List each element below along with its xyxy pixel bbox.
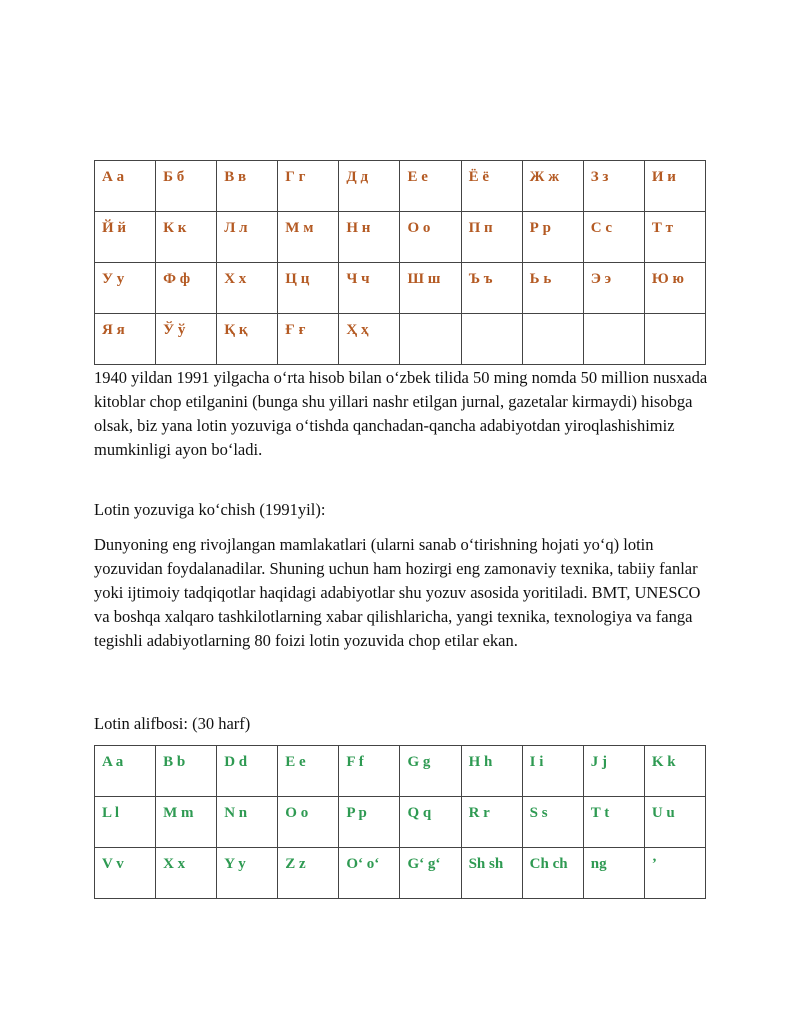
table-cell: Sh sh	[461, 848, 522, 899]
table-cell: J j	[583, 746, 644, 797]
heading-latin-alphabet: Lotin alifbosi: (30 harf)	[94, 714, 251, 733]
table-row	[95, 746, 706, 797]
table-cell: Z z	[278, 848, 339, 899]
table-cell: О о	[400, 212, 461, 263]
table-cell: А а	[95, 161, 156, 212]
table-cell: A a	[95, 746, 156, 797]
table-cell: ’	[644, 848, 705, 899]
table-cell: V v	[95, 848, 156, 899]
table-cell: T t	[583, 797, 644, 848]
table-cell: Қ қ	[217, 314, 278, 365]
heading-latin-transition: Lotin yozuviga ko‘chish (1991yil):	[94, 500, 326, 519]
paragraph-book-statistics: 1940 yildan 1991 yilgacha o‘rta hisob bilan o‘zbek tilida 50 ming nomda 50 million nusxada kitoblar chop etilganini (bunga shu yillari nashr etilgan jurnal, gazetalar kirmaydi) hisobga olsak, biz yana lotin yozuviga o‘tishda qanchadan-qancha adabiyotdan yiroqlashishimiz mumkinligi ayon bo‘ladi.	[94, 368, 708, 459]
table-cell: П п	[461, 212, 522, 263]
table-row	[95, 314, 706, 365]
table-cell: Л л	[217, 212, 278, 263]
table-cell	[400, 314, 461, 365]
table-cell: F f	[339, 746, 400, 797]
table-cell: И и	[644, 161, 705, 212]
table-cell: M m	[156, 797, 217, 848]
table-cell: Ch ch	[522, 848, 583, 899]
table-cell: H h	[461, 746, 522, 797]
paragraph-latin-usage: Dunyoning eng rivojlangan mamlakatlari (ularni sanab o‘tirishning hojati yo‘q) lotin yozuvidan foydalanadilar. Shuning uchun ham hozirgi eng zamonaviy texnika, tabiiy fanlar yoki ijtimoiy tadqiqotlar haqidagi adabiyotlar shu yozuv asosida yoritiladi. BMT, UNESCO va boshqa xalqaro tashkilotlarning xabar qilishlaricha, yangi texnika, texnologiya va fanga tegishli adabiyotlarning 80 foizi lotin yozuvida chop etilar ekan.	[94, 535, 701, 650]
table-cell: Ш ш	[400, 263, 461, 314]
table-cell: Ч ч	[339, 263, 400, 314]
table-cell: Ъ ъ	[461, 263, 522, 314]
table-cell: Ё ё	[461, 161, 522, 212]
table-cell: З з	[583, 161, 644, 212]
table-cell: Й й	[95, 212, 156, 263]
table-cell: Y y	[217, 848, 278, 899]
table-cell	[461, 314, 522, 365]
table-cell: Q q	[400, 797, 461, 848]
table-cell: Ю ю	[644, 263, 705, 314]
table-cell: М м	[278, 212, 339, 263]
table-cell: ng	[583, 848, 644, 899]
table-row	[95, 797, 706, 848]
table-cell	[583, 314, 644, 365]
table-cell	[522, 314, 583, 365]
table-cell: D d	[217, 746, 278, 797]
table-cell: Н н	[339, 212, 400, 263]
table-cell: S s	[522, 797, 583, 848]
table-cell: Ц ц	[278, 263, 339, 314]
table-cell: Ь ь	[522, 263, 583, 314]
cyrillic-alphabet-table	[94, 160, 706, 365]
table-cell: O‘ o‘	[339, 848, 400, 899]
table-cell: P p	[339, 797, 400, 848]
table-cell: Б б	[156, 161, 217, 212]
table-cell: E e	[278, 746, 339, 797]
table-cell: Я я	[95, 314, 156, 365]
table-cell: R r	[461, 797, 522, 848]
table-cell: G‘ g‘	[400, 848, 461, 899]
table-row	[95, 161, 706, 212]
table-cell: К к	[156, 212, 217, 263]
table-cell	[644, 314, 705, 365]
table-cell: Ж ж	[522, 161, 583, 212]
table-cell: K k	[644, 746, 705, 797]
table-cell: N n	[217, 797, 278, 848]
table-cell: G g	[400, 746, 461, 797]
table-cell: Е е	[400, 161, 461, 212]
table-cell: B b	[156, 746, 217, 797]
table-cell: Р р	[522, 212, 583, 263]
table-cell: Э э	[583, 263, 644, 314]
table-row	[95, 848, 706, 899]
table-cell: В в	[217, 161, 278, 212]
latin-alphabet-table	[94, 745, 706, 899]
table-cell: X x	[156, 848, 217, 899]
table-cell: У у	[95, 263, 156, 314]
table-cell: Ў ў	[156, 314, 217, 365]
table-row	[95, 212, 706, 263]
table-cell: L l	[95, 797, 156, 848]
table-cell: Х х	[217, 263, 278, 314]
table-cell: Д д	[339, 161, 400, 212]
table-cell: O o	[278, 797, 339, 848]
table-cell: Ф ф	[156, 263, 217, 314]
table-cell: С с	[583, 212, 644, 263]
table-row	[95, 263, 706, 314]
table-cell: I i	[522, 746, 583, 797]
table-cell: Ҳ ҳ	[339, 314, 400, 365]
table-cell: Ғ ғ	[278, 314, 339, 365]
table-cell: Т т	[644, 212, 705, 263]
table-cell: U u	[644, 797, 705, 848]
table-cell: Г г	[278, 161, 339, 212]
